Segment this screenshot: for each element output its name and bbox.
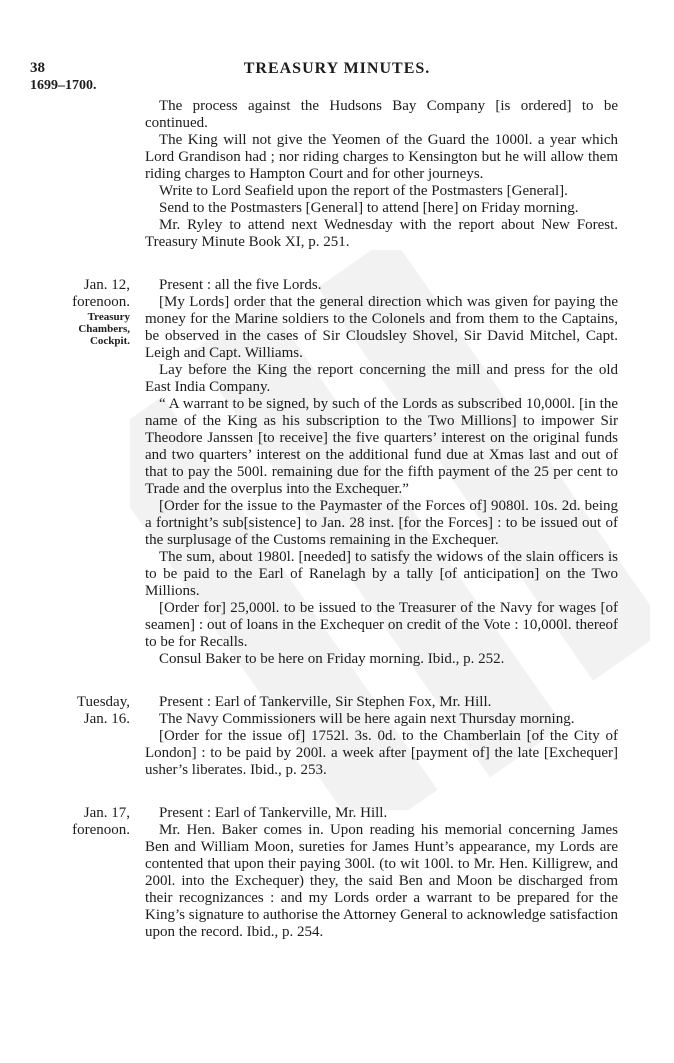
paragraph: “ A warrant to be signed, by such of the Lords as subscribed 10,000l. [in the name of the King as his subscription to the Two Millions] to impower Sir Theodore Janssen [to receive] the five quarters’ interest on the original funds and two quarters’ interest on the additional fund due at Xmas last and out of that to pay the 500l. remaining due for the fifth payment of the 25 per cent to Trade and the overplus into the Exchequer.” (145, 396, 618, 497)
document-body (0, 98, 674, 941)
paragraph: The King will not give the Yeomen of the Guard the 1000l. a year which Lord Grandison had ; nor riding charges to Kensington but he will allow them riding charges to Hampton Court and for other journeys. (145, 132, 618, 182)
paragraph: Present : Earl of Tankerville, Mr. Hill. (159, 805, 388, 821)
paragraph: The process against the Hudsons Bay Company [is ordered] to be continued. (145, 98, 618, 131)
margin-place: Treasury (87, 311, 130, 323)
page-number: 38 (30, 60, 45, 76)
margin-time: forenoon. (72, 822, 130, 838)
paragraph: Write to Lord Seafield upon the report of the Postmasters [General]. (159, 183, 568, 199)
margin-place: Cockpit. (89, 335, 130, 347)
margin-date: Jan. 12, (83, 277, 130, 293)
paragraph: Present : Earl of Tankerville, Sir Stephen Fox, Mr. Hill. (159, 694, 492, 710)
paragraph: Send to the Postmasters [General] to attend [here] on Friday morning. (159, 200, 579, 216)
margin-note (12, 277, 130, 347)
paragraph: Lay before the King the report concerning the mill and press for the old East India Company. (145, 362, 618, 395)
paragraph: The Navy Commissioners will be here again next Thursday morning. (159, 711, 575, 727)
margin-time: forenoon. (72, 294, 130, 310)
page-title: TREASURY MINUTES. (243, 60, 431, 77)
section-text (145, 694, 618, 779)
minute-section (0, 277, 674, 668)
paragraph: [My Lords] order that the general direction which was given for paying the money for the Marine soldiers to the Colonels and from them to the Captains, be observed in the cases of Sir Cloudsley Shovel, Sir David Mitchel, Capt. Leigh and Capt. Williams. (145, 294, 618, 361)
paragraph: Mr. Ryley to attend next Wednesday with the report about New Forest. Treasury Minute Book XI, p. 251. (145, 217, 618, 250)
margin-date: Jan. 17, (83, 805, 130, 821)
margin-note (12, 805, 130, 839)
paragraph: [Order for the issue to the Paymaster of the Forces of] 9080l. 10s. 2d. being a fortnight’s sub[sistence] to Jan. 28 inst. [for the Forces] : to be issued out of the surplusage of the Customs remaining in the Exchequer. (145, 498, 618, 548)
section-text (145, 277, 618, 668)
margin-date: Tuesday, (76, 694, 130, 710)
margin-date: Jan. 16. (83, 711, 130, 727)
minute-section (0, 98, 674, 251)
paragraph: [Order for the issue of] 1752l. 3s. 0d. to the Chamberlain [of the City of London] : to be paid by 200l. a week after [payment of] the late [Exchequer] usher’s liberates. Ibid., p. 253. (145, 728, 618, 778)
section-text (145, 98, 618, 251)
paragraph: The sum, about 1980l. [needed] to satisfy the widows of the slain officers is to be paid to the Earl of Ranelagh by a tally [of anticipation] on the Two Millions. (145, 549, 618, 599)
minute-section (0, 694, 674, 779)
minute-section (0, 805, 674, 941)
section-text (145, 805, 618, 941)
margin-place: Chambers, (78, 323, 130, 335)
paragraph: Present : all the five Lords. (159, 277, 322, 293)
paragraph: [Order for] 25,000l. to be issued to the Treasurer of the Navy for wages [of seamen] : out of loans in the Exchequer on credit of the Vote : 10,000l. thereof to be for Recalls. (145, 600, 618, 650)
paragraph: Mr. Hen. Baker comes in. Upon reading his memorial concerning James Ben and William Moon, sureties for James Hunt’s appearance, my Lords are contented that upon their paying 300l. (to wit 100l. to Mr. Hen. Killigrew, and 200l. into the Exchequer) they, the said Ben and Moon be discharged from their recognizances : and my Lords order a warrant to be prepared for the King’s signature to authorise the Attorney General to acknowledge satisfaction upon the record. Ibid., p. 254. (145, 822, 618, 940)
page-years: 1699–1700. (30, 78, 97, 93)
margin-note (12, 694, 130, 728)
paragraph: Consul Baker to be here on Friday morning. Ibid., p. 252. (159, 651, 505, 667)
